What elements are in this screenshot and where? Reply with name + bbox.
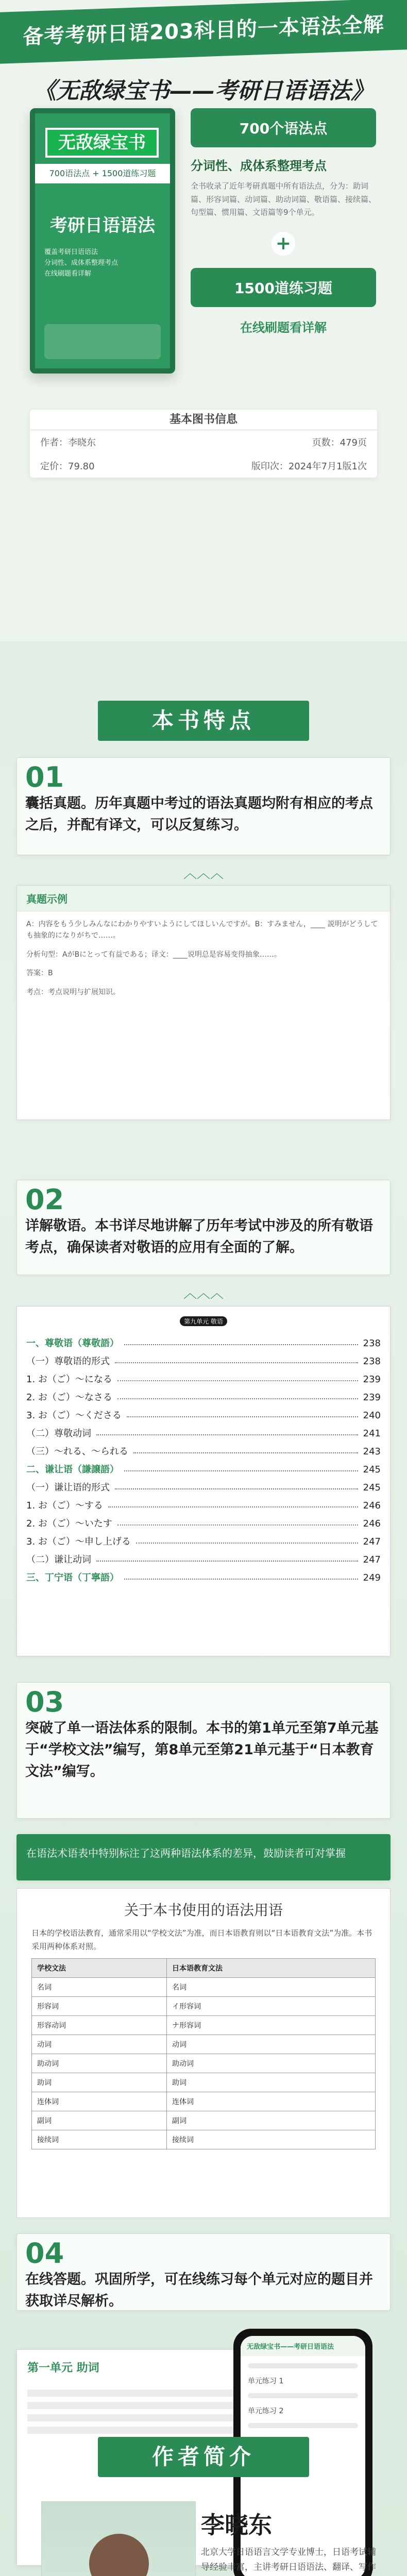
toc-dots	[96, 1425, 358, 1435]
toc-page: 241	[363, 1428, 381, 1439]
table-cell-education: 动词	[167, 2035, 376, 2054]
toc-page: 240	[363, 1410, 381, 1421]
feature-text: 在线答题。巩固所学，可在线练习每个单元对应的题目并获取详尽解析。	[25, 2272, 373, 2309]
price-info: 定价：79.80	[40, 461, 95, 472]
scan-translation: 分析句型：AがBにとって有益である；译文：____说明总是容易变得抽象……。	[26, 950, 281, 959]
scan-question: A：内容をもう少しみんなにわかりやすいようにしてほしいんですが。B：すみません，____ 説明がどうしても抽象的になりがちで……。	[26, 920, 378, 940]
toc-dots	[127, 1406, 358, 1417]
table-cell-education: 连体词	[167, 2092, 376, 2111]
table-row	[32, 2054, 376, 2073]
toc-dots	[115, 1479, 358, 1489]
feature-text: 囊括真题。历年真题中考过的语法真题均附有相应的考点之后，并配有译文，可以反复练习。	[25, 795, 373, 833]
toc-item-label: 一、尊敬语（尊敬語）	[26, 1338, 119, 1349]
table-row	[32, 2130, 376, 2149]
toc-scan	[16, 1306, 391, 1656]
points-heading: 分词性、成体系整理考点	[191, 159, 327, 173]
grammar-table-desc: 日本的学校语法教育，通常采用以“学校文法”为准，而日本语教育则以“日本语教育文法”为准。本书采用两种体系对照。	[31, 1928, 372, 1951]
basic-info-row-2	[30, 454, 377, 478]
feature-card-2	[16, 1180, 391, 1275]
date-info: 版印次：2024年7月1版1次	[251, 461, 367, 472]
toc-page: 245	[363, 1464, 381, 1475]
feature-number: 02	[25, 1183, 64, 1216]
table-cell-school: 连体词	[32, 2092, 167, 2111]
points-badge: 700个语法点	[191, 108, 376, 147]
book-cover	[30, 108, 175, 374]
toc-item-label: 1. お（ご）～になる	[26, 1374, 112, 1385]
toc-dots	[124, 1461, 358, 1471]
table-cell-school: 动词	[32, 2035, 167, 2054]
book-line-3: 在线刷题看详解	[44, 269, 92, 278]
toc-item	[17, 1497, 390, 1515]
toc-item-label: （三）～れる、～られる	[26, 1446, 128, 1457]
toc-item	[17, 1388, 390, 1406]
book-stats	[191, 108, 376, 335]
toc-item	[17, 1461, 390, 1479]
plus-icon: +	[272, 232, 295, 256]
toc-item-label: （一）尊敬语的形式	[26, 1356, 110, 1367]
toc-item-label: 3. お（ご）～くださる	[26, 1410, 122, 1421]
toc-item-label: 二、谦让语（謙譲語）	[26, 1464, 119, 1475]
toc-dots	[124, 1569, 358, 1580]
scan-note: 考点：考点说明与扩展知识。	[26, 988, 120, 996]
toc-dots	[117, 1515, 358, 1526]
table-row	[32, 2016, 376, 2035]
table-cell-school: 形容词	[32, 1997, 167, 2016]
feature-number: 04	[25, 2237, 64, 2269]
feature-card-4	[16, 2233, 391, 2311]
online-practice-label: 在线刷题看详解	[240, 320, 327, 335]
table-row	[32, 2073, 376, 2092]
toc-page: 239	[363, 1392, 381, 1403]
grammar-terms-table-card	[16, 1888, 391, 2218]
table-cell-education: 接续词	[167, 2130, 376, 2149]
grammar-intro-banner	[16, 1834, 391, 1880]
toc-dots	[133, 1443, 358, 1453]
author-portrait-icon	[42, 2502, 196, 2576]
toc-dots	[136, 1533, 358, 1544]
toc-item	[17, 1334, 390, 1352]
table-header-school: 学校文法	[32, 1959, 167, 1978]
zigzag-icon: ︿︿︿	[183, 866, 224, 882]
feature-card-1	[16, 757, 391, 855]
toc-page: 246	[363, 1500, 381, 1511]
book-lines	[44, 247, 161, 279]
toc-item	[17, 1370, 390, 1388]
phone-line-1[interactable]: 单元练习 1	[248, 2377, 284, 2385]
author-photo	[41, 2501, 196, 2576]
toc-page: 247	[363, 1536, 381, 1547]
toc-item	[17, 1352, 390, 1370]
exam-example-scan	[16, 885, 391, 1120]
table-cell-school: 助动词	[32, 2054, 167, 2073]
toc-item-label: （二）谦让动词	[26, 1554, 91, 1565]
table-cell-school: 接续词	[32, 2130, 167, 2149]
author-name: 李晓东	[201, 2511, 272, 2539]
table-cell-education: ナ形容词	[167, 2016, 376, 2035]
toc-dots	[96, 1551, 358, 1562]
book-title: 考研日语语法	[50, 215, 155, 236]
toc-page: 238	[363, 1356, 381, 1367]
author-title: 作者简介	[98, 2437, 309, 2477]
feature-text: 详解敬语。本书详尽地讲解了历年考试中涉及的所有敬语考点，确保读者对敬语的应用有全面的了解。	[25, 1218, 373, 1256]
book-line-2: 分词性、成体系整理考点	[44, 259, 118, 267]
table-cell-school: 副词	[32, 2111, 167, 2130]
table-cell-education: 名词	[167, 1978, 376, 1997]
toc-item	[17, 1515, 390, 1533]
toc-dots	[115, 1352, 358, 1363]
toc-page: 249	[363, 1572, 381, 1583]
toc-item	[17, 1551, 390, 1569]
pages-info: 页数：479页	[312, 437, 367, 448]
toc-page: 238	[363, 1338, 381, 1349]
subtitle: 《无敌绿宝书——考研日语语法》	[33, 78, 374, 104]
phone-header: 无敌绿宝书——考研日语语法	[241, 2336, 365, 2356]
toc-item-label: 2. お（ご）～いたす	[26, 1518, 112, 1529]
grammar-intro-text: 在语法术语表中特别标注了这两种语法体系的差异，鼓励读者可对掌握	[26, 1847, 346, 1859]
book-strip: 700语法点 + 1500道练习题	[35, 164, 170, 183]
toc-dots	[117, 1370, 358, 1381]
table-cell-education: 副词	[167, 2111, 376, 2130]
features-title: 本书特点	[98, 701, 309, 741]
basic-info-card	[30, 410, 377, 478]
author-section	[0, 2421, 407, 2576]
basic-info-row-1	[30, 430, 377, 454]
basic-info-heading: 基本图书信息	[30, 410, 377, 430]
exercises-badge: 1500道练习题	[191, 268, 376, 307]
scan-answer: 答案：B	[26, 969, 53, 978]
feature-number: 03	[25, 1686, 64, 1718]
book-bottom-band	[44, 324, 161, 359]
toc-item	[17, 1533, 390, 1551]
table-cell-education: 助词	[167, 2073, 376, 2092]
feature-number: 01	[25, 761, 64, 793]
toc-item-label: （二）尊敬动词	[26, 1428, 91, 1439]
toc-item	[17, 1425, 390, 1443]
toc-page: 239	[363, 1374, 381, 1385]
toc-item-label: 三、丁宁语（丁寧語）	[26, 1572, 119, 1583]
toc-page: 243	[363, 1446, 381, 1457]
toc-page: 246	[363, 1518, 381, 1529]
table-row	[32, 2035, 376, 2054]
phone-line-2[interactable]: 单元练习 2	[248, 2407, 284, 2415]
scan-header: 真题示例	[17, 886, 390, 911]
toc-item	[17, 1406, 390, 1425]
toc-page: 245	[363, 1482, 381, 1493]
feature-card-3	[16, 1682, 391, 1819]
toc-item-label: 3. お（ご）～申し上げる	[26, 1536, 131, 1547]
toc-list	[17, 1334, 390, 1587]
grammar-table-title: 关于本书使用的语法用语	[124, 1902, 283, 1919]
toc-item	[17, 1479, 390, 1497]
table-row	[32, 1978, 376, 1997]
points-description: 全书收录了近年考研真题中所有语法点，分为：助词篇、形容词篇、动词篇、助动词篇、敬语篇、接续篇、句型篇、惯用篇、文语篇等9个单元。	[191, 181, 377, 217]
table-header-education: 日本语教育文法	[167, 1959, 376, 1978]
toc-item-label: （一）谦让语的形式	[26, 1482, 110, 1493]
table-cell-school: 名词	[32, 1978, 167, 1997]
table-cell-education: 助动词	[167, 2054, 376, 2073]
table-header-row	[32, 1959, 376, 1978]
paper-title: 第一单元 助词	[27, 2362, 99, 2375]
toc-dots	[124, 1334, 358, 1345]
toc-item	[17, 1569, 390, 1587]
table-cell-school: 助词	[32, 2073, 167, 2092]
hero-title: 备考考研日语203科目的一本语法全解	[0, 0, 407, 64]
toc-item-label: 1. お（ご）～する	[26, 1500, 103, 1511]
hero-section	[0, 0, 407, 641]
book-line-1: 覆盖考研日语语法	[44, 248, 98, 256]
author-bio: 北京大学日语语言文学专业博士，日语考试辅导经验丰富，主讲考研日语语法、翻译、写作	[201, 2547, 376, 2572]
toc-item	[17, 1443, 390, 1461]
table-row	[32, 2092, 376, 2111]
table-row	[32, 1997, 376, 2016]
toc-item-label: 2. お（ご）～なさる	[26, 1392, 112, 1403]
feature-text: 突破了单一语法体系的限制。本书的第1单元至第7单元基于“学校文法”编写，第8单元至第21单元基于“日本教育文法”编写。	[25, 1720, 379, 1780]
book-logo: 无敌绿宝书	[45, 128, 159, 158]
zigzag-icon: ︿︿︿	[183, 1286, 224, 1301]
toc-dots	[108, 1497, 358, 1507]
table-cell-education: イ形容词	[167, 1997, 376, 2016]
table-row	[32, 2111, 376, 2130]
toc-dots	[117, 1388, 358, 1399]
grammar-terms-table	[31, 1958, 376, 2149]
scan-body	[17, 911, 390, 1005]
author-info: 作者：李晓东	[40, 437, 96, 448]
toc-title: 第九单元 敬语	[17, 1316, 390, 1326]
table-cell-school: 形容动词	[32, 2016, 167, 2035]
toc-page: 247	[363, 1554, 381, 1565]
